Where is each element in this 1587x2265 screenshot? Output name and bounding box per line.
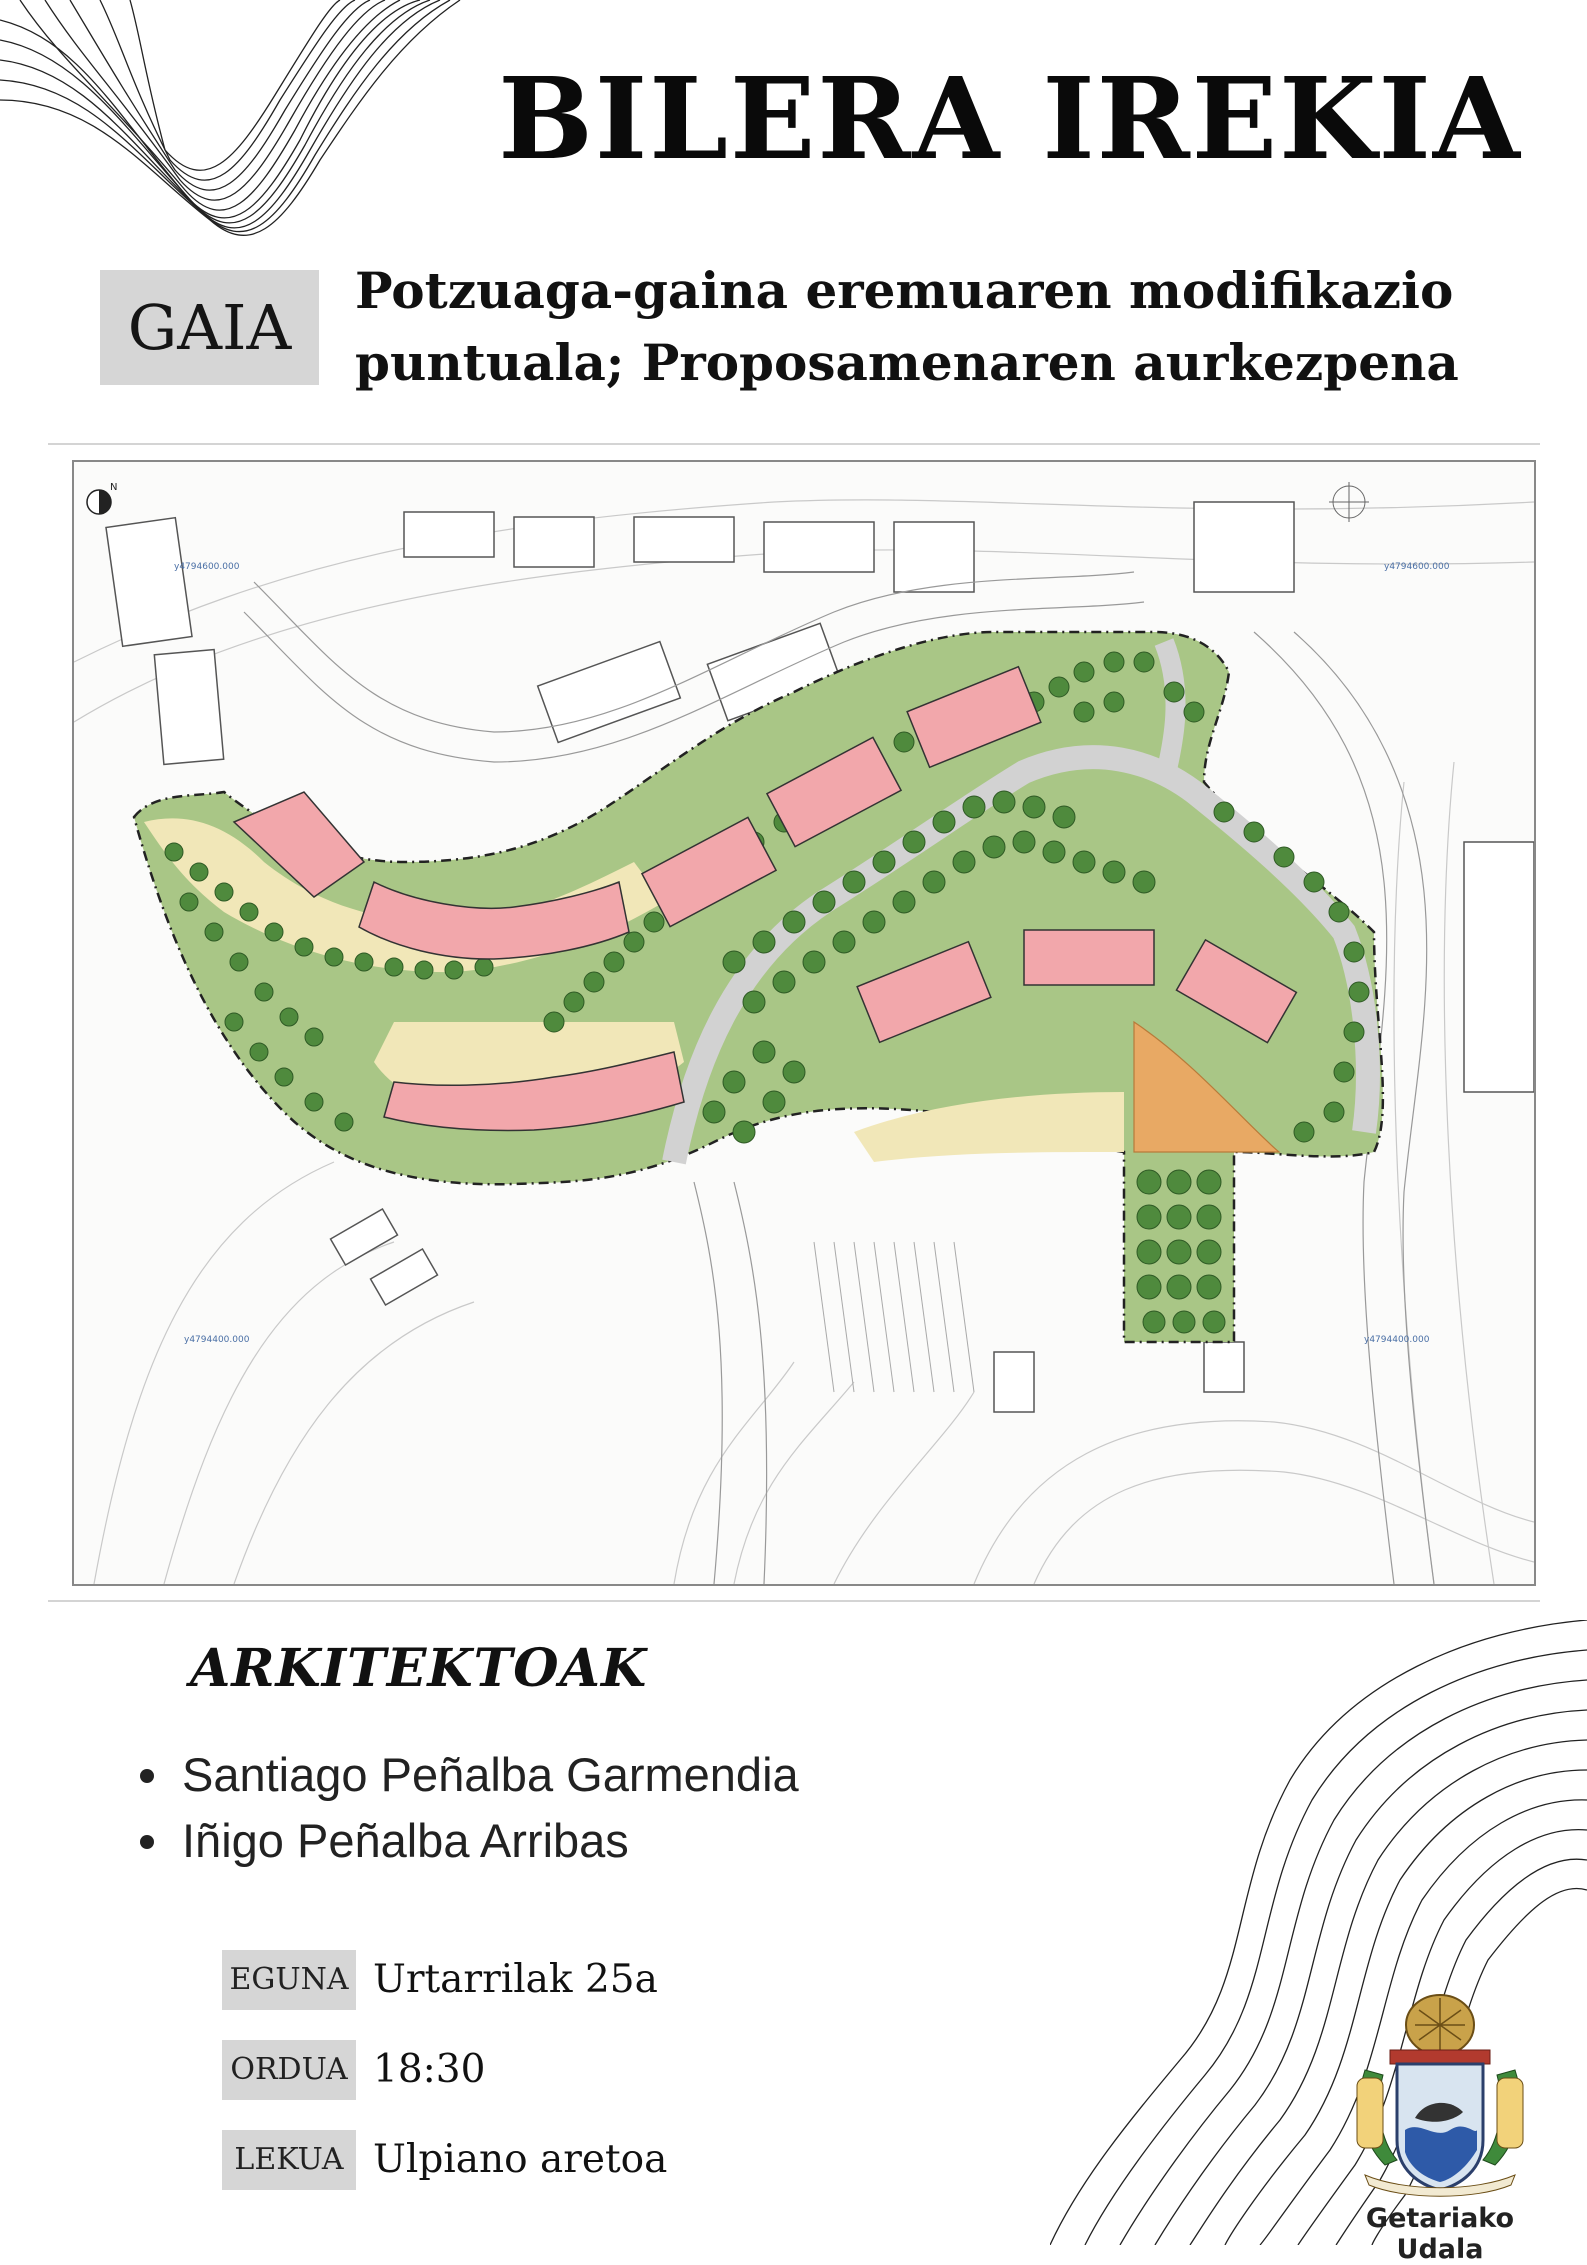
site-plan-drawing	[74, 462, 1534, 1584]
coord-label-sw: y4794400.000	[184, 1335, 250, 1345]
bullet-icon	[140, 1769, 154, 1783]
north-label: N	[110, 482, 118, 493]
date-value: Urtarrilak 25a	[373, 1957, 658, 2002]
architect-name: Iñigo Peñalba Arribas	[182, 1814, 629, 1867]
architect-name: Santiago Peñalba Garmendia	[182, 1748, 799, 1801]
topic-line-2: puntuala; Proposamenaren aurkezpena	[355, 333, 1459, 392]
coord-label-ne: y4794600.000	[1384, 562, 1450, 572]
divider-bottom	[48, 1600, 1540, 1602]
divider-top	[48, 443, 1540, 445]
page-title: BILERA IREKIA	[498, 54, 1522, 185]
north-arrow-icon	[87, 482, 117, 514]
topic-label: GAIA	[100, 270, 319, 385]
date-label: EGUNA	[222, 1950, 356, 2010]
coord-label-se: y4794400.000	[1364, 1335, 1430, 1345]
bullet-icon	[140, 1835, 154, 1849]
list-item	[140, 1742, 799, 1808]
architects-list	[140, 1742, 799, 1874]
site-plan	[72, 460, 1536, 1586]
decorative-wave-lines-top	[0, 0, 470, 260]
organization-name: Getariako Udala	[1365, 2203, 1515, 2265]
place-value: Ulpiano aretoa	[373, 2137, 668, 2182]
coord-label-nw: y4794600.000	[174, 562, 240, 572]
compass-rose-icon	[1329, 482, 1369, 522]
topic-line-1: Potzuaga-gaina eremuaren modifikazio	[355, 261, 1454, 320]
list-item	[140, 1808, 799, 1874]
place-label: LEKUA	[222, 2130, 356, 2190]
topic-text	[355, 255, 1555, 399]
time-label: ORDUA	[222, 2040, 356, 2100]
architects-heading: ARKITEKTOAK	[190, 1638, 648, 1699]
time-value: 18:30	[373, 2047, 486, 2092]
getaria-coat-of-arms-icon	[1335, 1980, 1545, 2200]
